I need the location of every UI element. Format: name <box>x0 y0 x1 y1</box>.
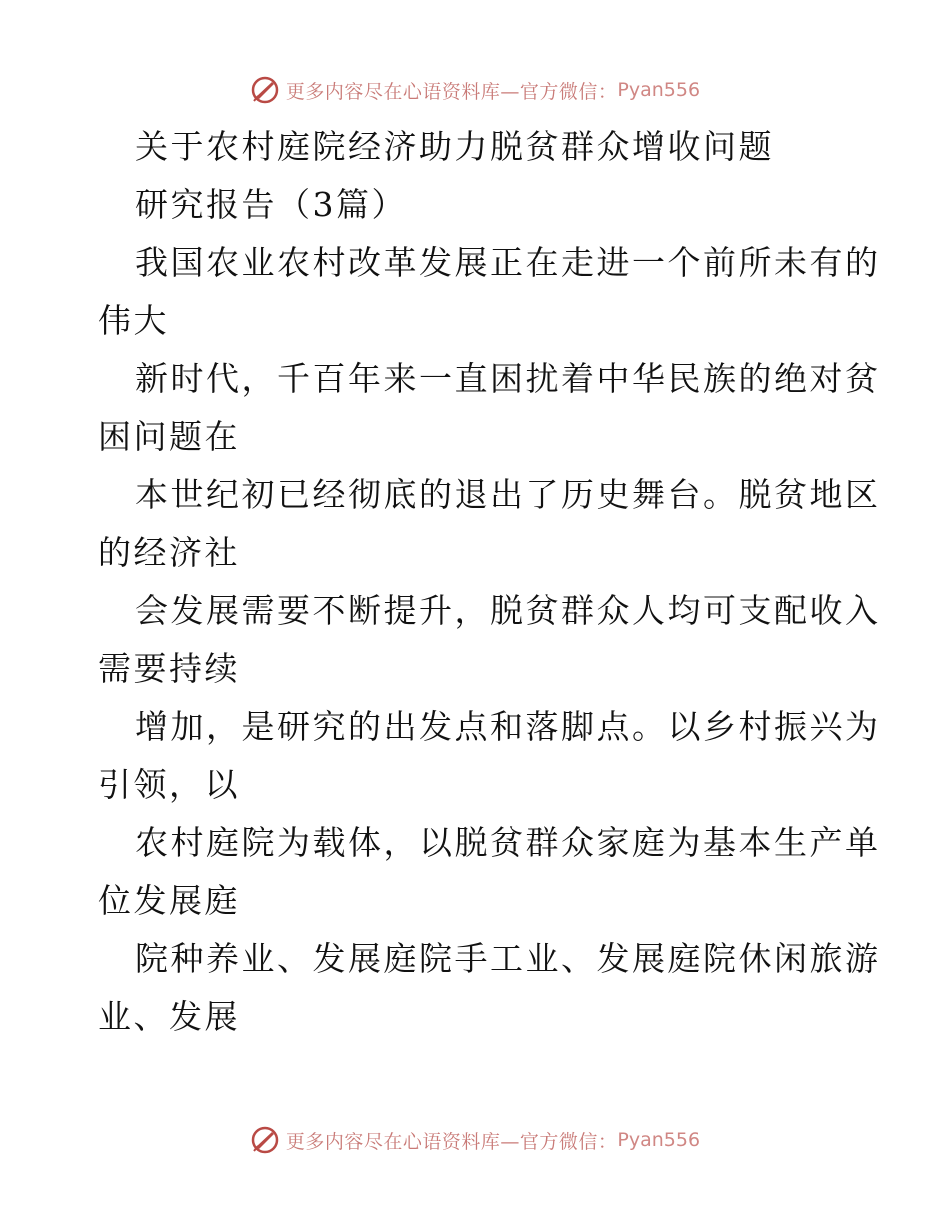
paragraph-line: 困问题在 <box>98 417 240 456</box>
paragraph-line: 伟大 <box>98 301 169 340</box>
paragraph-line: 我国农业农村改革发展正在走进一个前所未有的 <box>135 243 881 282</box>
paragraph-line: 会发展需要不断提升，脱贫群众人均可支配收入 <box>135 591 881 630</box>
footer-watermark <box>0 1120 950 1160</box>
paragraph-line: 农村庭院为载体，以脱贫群众家庭为基本生产单 <box>135 823 881 862</box>
watermark-text: 更多内容尽在心语资料库—官方微信： <box>285 80 618 103</box>
paragraph-line: 需要持续 <box>98 649 240 688</box>
paragraph-line: 位发展庭 <box>98 881 240 920</box>
paragraph-line: 院种养业、发展庭院手工业、发展庭院休闲旅游 <box>135 939 881 978</box>
paragraph-line: 业、发展 <box>98 997 240 1036</box>
watermark-wechat-id: Pyan556 <box>617 1129 701 1151</box>
document-title-line-1: 关于农村庭院经济助力脱贫群众增收问题 <box>135 127 774 166</box>
paragraph-line: 引领，以 <box>98 765 240 804</box>
paragraph-line: 增加，是研究的出发点和落脚点。以乡村振兴为 <box>135 707 881 746</box>
paragraph-line: 本世纪初已经彻底的退出了历史舞台。脱贫地区 <box>135 475 881 514</box>
quill-logo-icon <box>250 1125 280 1155</box>
paragraph-line: 的经济社 <box>98 533 240 572</box>
watermark-text: 更多内容尽在心语资料库—官方微信： <box>285 1130 618 1153</box>
quill-logo-icon <box>250 75 280 105</box>
document-title-line-2: 研究报告（3篇） <box>135 185 407 224</box>
watermark-wechat-id: Pyan556 <box>617 79 701 101</box>
paragraph-line: 新时代，千百年来一直困扰着中华民族的绝对贫 <box>135 359 881 398</box>
document-body <box>98 118 881 1046</box>
header-watermark <box>0 70 950 110</box>
